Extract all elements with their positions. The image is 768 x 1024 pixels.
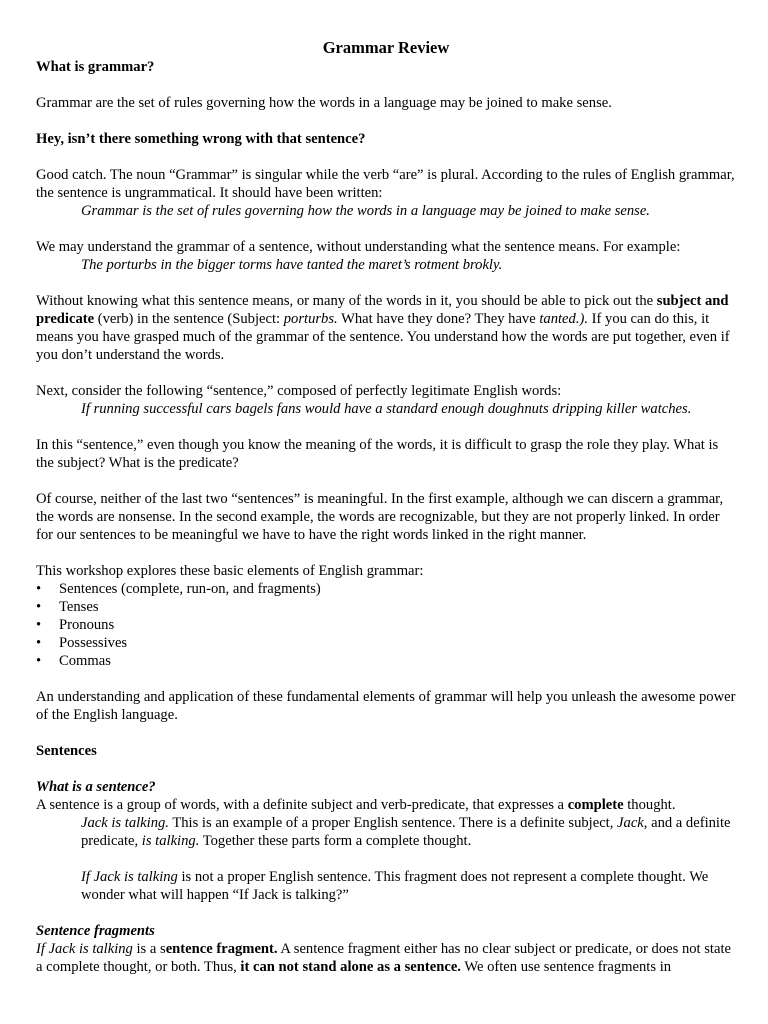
paragraph-of-course: Of course, neither of the last two “sentences” is meaningful. In the first example, although we can discern a grammar, the words are nonsense. In the second example, the words are recognizable, but they are not properly linked. In order for our sentences to be meaningful we have to have the right words linked in the right manner. bbox=[36, 491, 724, 543]
paragraph-definition: Grammar are the set of rules governing how the words in a language may be joined to make sense. bbox=[36, 95, 612, 111]
paragraph-fragments: If Jack is talking is a sentence fragment. A sentence fragment either has no clear subject or predicate, or does not state a complete thought, or both. Thus, it can not stand alone as a sentence. We often use sentence fragments in bbox=[36, 941, 731, 975]
example-corrected-sentence: Grammar is the set of rules governing how the words in a language may be joined to make sense. bbox=[81, 203, 650, 219]
topics-list bbox=[36, 580, 736, 670]
page-title: Grammar Review bbox=[322, 38, 450, 57]
list-item: • Pronouns bbox=[36, 617, 115, 633]
example-if-jack-talking: If Jack is talking is not a proper English sentence. This fragment does not represent a complete thought. We wonder what will happen “If Jack is talking?” bbox=[81, 869, 709, 903]
bullet-icon: • bbox=[36, 635, 42, 651]
paragraph-sentence-definition: A sentence is a group of words, with a definite subject and verb-predicate, that expresses a complete thought. bbox=[36, 797, 676, 813]
paragraph-workshop: This workshop explores these basic elements of English grammar: bbox=[36, 563, 424, 579]
document-page bbox=[36, 38, 736, 976]
paragraph-understanding: An understanding and application of these fundamental elements of grammar will help you unleash the awesome power of the English language. bbox=[36, 689, 736, 723]
bullet-icon: • bbox=[36, 653, 42, 669]
heading-what-is-sentence: What is a sentence? bbox=[36, 779, 156, 795]
example-jack-talking: Jack is talking. This is an example of a proper English sentence. There is a definite subject, Jack, and a definite predicate, is talking. Together these parts form a complete thought. bbox=[81, 815, 731, 849]
heading-sentences: Sentences bbox=[36, 743, 97, 759]
bullet-icon: • bbox=[36, 599, 42, 615]
paragraph-understand-grammar: We may understand the grammar of a sentence, without understanding what the sentence means. For example: bbox=[36, 239, 681, 255]
paragraph-next-consider: Next, consider the following “sentence,” composed of perfectly legitimate English words: bbox=[36, 383, 562, 399]
paragraph-in-this-sentence: In this “sentence,” even though you know the meaning of the words, it is difficult to grasp the role they play. What is the subject? What is the predicate? bbox=[36, 437, 719, 471]
example-bagels-sentence: If running successful cars bagels fans would have a standard enough doughnuts dripping killer watches. bbox=[81, 401, 692, 417]
list-item: • Tenses bbox=[36, 599, 99, 615]
example-porturbs-sentence: The porturbs in the bigger torms have tanted the maret’s rotment brokly. bbox=[81, 257, 503, 273]
paragraph-good-catch: Good catch. The noun “Grammar” is singular while the verb “are” is plural. According to the rules of English grammar, the sentence is ungrammatical. It should have been written: bbox=[36, 167, 735, 201]
bullet-icon: • bbox=[36, 581, 42, 597]
heading-what-is-grammar: What is grammar? bbox=[36, 59, 155, 75]
paragraph-without-knowing: Without knowing what this sentence means, or many of the words in it, you should be able to pick out the subject and predicate (verb) in the sentence (Subject: porturbs. What have they done? They have tanted.). If you can do this, it means you have grasped much of the grammar of the sentence. You understand how the words are put together, even if you don’t understand the words. bbox=[36, 293, 730, 363]
bullet-icon: • bbox=[36, 617, 42, 633]
list-item: • Sentences (complete, run-on, and fragments) bbox=[36, 581, 321, 597]
heading-something-wrong: Hey, isn’t there something wrong with that sentence? bbox=[36, 131, 366, 147]
heading-sentence-fragments: Sentence fragments bbox=[36, 923, 155, 939]
list-item: • Possessives bbox=[36, 635, 128, 651]
list-item: • Commas bbox=[36, 653, 111, 669]
